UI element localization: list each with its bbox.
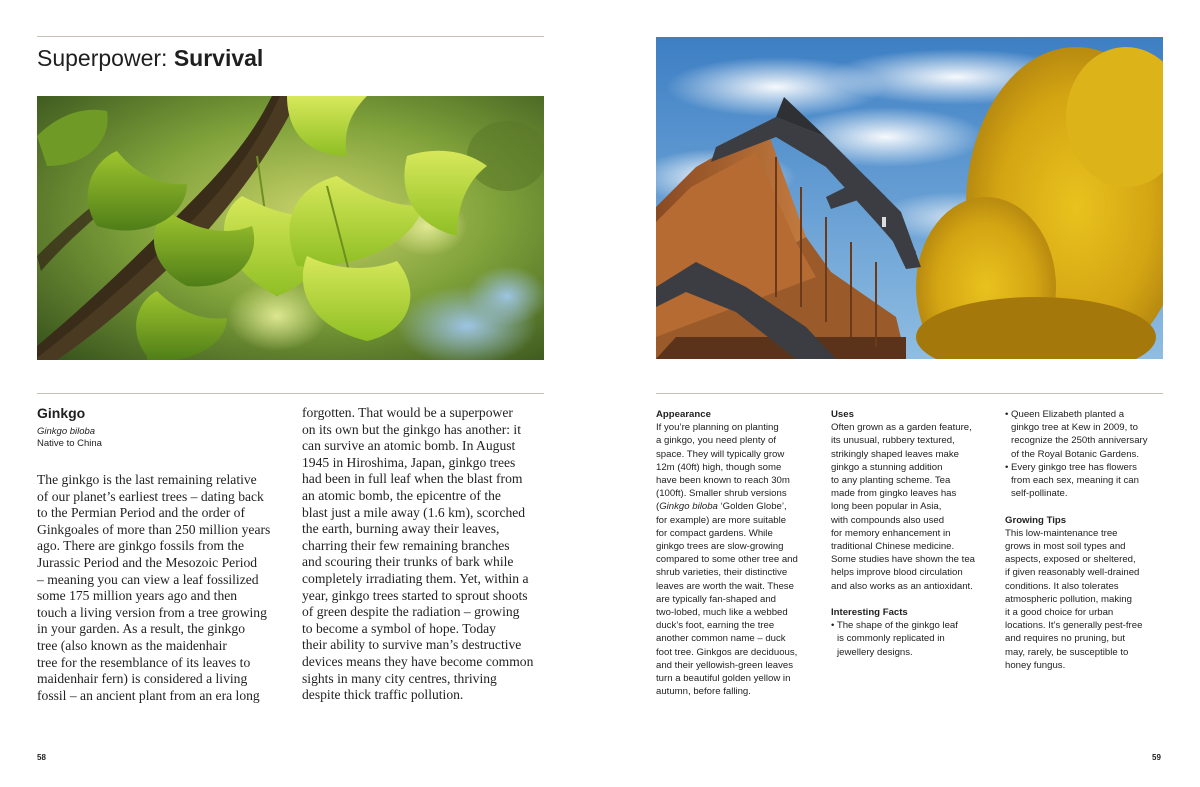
body-line: blast just a mile away (1.6 km), scorched — [302, 504, 526, 520]
text-line: and requires no pruning, but — [1005, 633, 1126, 645]
body-line: an atomic bomb, the epicentre of the — [302, 487, 501, 503]
fact-line: ginkgo tree at Kew in 2009, to — [1011, 422, 1138, 434]
text-line: may, rarely, be susceptible to — [1005, 646, 1129, 658]
fact-line: jewellery designs. — [837, 646, 913, 658]
text-line: (Ginkgo biloba ‘Golden Globe’, — [656, 501, 787, 513]
body-line: forgotten. That would be a superpower — [302, 405, 513, 420]
text-line: This low-maintenance tree — [1005, 527, 1118, 539]
fact-line: • The shape of the ginkgo leaf — [831, 620, 958, 632]
fact-line: self-pollinate. — [1011, 488, 1068, 500]
body-line: year, ginkgo trees started to sprout shoots — [302, 587, 528, 603]
appearance-heading: Appearance — [656, 409, 711, 420]
text-line: and their yellowish-green leaves — [656, 659, 794, 671]
body-line: can survive an atomic bomb. In August — [302, 438, 516, 454]
text-line: foot tree. Ginkgos are deciduous, — [656, 646, 798, 658]
body-column-1 — [37, 472, 287, 704]
body-line: sights in many city centres, thriving — [302, 670, 497, 686]
tips-heading: Growing Tips — [1005, 514, 1067, 526]
fact-line: from each sex, meaning it can — [1011, 475, 1139, 487]
text-line: aspects, exposed or sheltered, — [1005, 554, 1136, 566]
body-line: Jurassic Period and the Mesozoic Period — [37, 554, 258, 570]
text-line: If you’re planning on planting — [656, 422, 779, 434]
body-line: of green despite the radiation – growing — [302, 604, 520, 620]
text-line: for compact gardens. While — [656, 527, 773, 539]
text-line: grows in most soil types and — [1005, 541, 1126, 553]
text-line: (100ft). Smaller shrub versions — [656, 488, 787, 500]
section-title-prefix: Superpower: — [37, 45, 174, 71]
text-line: shrub varieties, their distinctive — [656, 567, 788, 579]
page-number-left: 58 — [37, 753, 46, 762]
body-line: their ability to survive man’s destructive — [302, 637, 522, 653]
text-line: compared to some other tree and — [656, 554, 798, 566]
section-rule-right — [656, 393, 1163, 394]
body-line: tree for the resemblance of its leaves to — [37, 654, 251, 670]
text-line: two-lobed, much like a webbed — [656, 607, 788, 619]
body-line: ago. There are ginkgo fossils from the — [37, 538, 244, 554]
section-title — [37, 44, 263, 72]
fact-line: • Every ginkgo tree has flowers — [1005, 461, 1137, 473]
text-line: to any planting scheme. Tea — [831, 475, 951, 487]
temple-ginkgo-photo — [656, 37, 1163, 359]
text-line: a ginkgo, you need plenty of — [656, 435, 777, 447]
spacer — [1005, 500, 1185, 513]
plant-name: Ginkgo — [37, 405, 86, 421]
fact-line: of the Royal Botanic Gardens. — [1011, 448, 1139, 460]
body-line: in your garden. As a result, the ginkgo — [37, 621, 246, 637]
page-number-right: 59 — [1152, 753, 1161, 762]
fact-line: • Queen Elizabeth planted a — [1005, 409, 1125, 420]
text-line: Some studies have shown the tea — [831, 554, 975, 566]
text-line: helps improve blood circulation — [831, 567, 963, 579]
facts-heading: Interesting Facts — [831, 607, 908, 619]
section-rule-left — [37, 393, 544, 394]
text-line: autumn, before falling. — [656, 686, 751, 698]
body-line: maidenhair fern) is considered a living — [37, 671, 248, 687]
body-line: and scouring their trunks of bark while — [302, 554, 514, 570]
top-rule — [37, 36, 544, 37]
text-line: if given reasonably well-drained — [1005, 567, 1140, 579]
body-line: 1945 in Hiroshima, Japan, ginkgo trees — [302, 454, 516, 470]
text-line: conditions. It also tolerates — [1005, 580, 1119, 592]
body-line: to become a symbol of hope. Today — [302, 620, 496, 636]
section-title-emphasis: Survival — [173, 45, 264, 71]
body-line: devices means they have become common — [302, 653, 534, 669]
text-line: Often grown as a garden feature, — [831, 422, 972, 434]
text-line: and also works as an antioxidant. — [831, 580, 973, 592]
appearance-column — [656, 408, 821, 698]
plant-latin-name: Ginkgo biloba — [37, 426, 96, 437]
body-line: despite thick traffic pollution. — [302, 687, 464, 703]
text-line: honey fungus. — [1005, 659, 1066, 671]
text-line: locations. It’s generally pest-free — [1005, 620, 1143, 632]
body-line: fossil – an ancient plant from an era long — [37, 687, 260, 703]
text-line: are typically fan-shaped and — [656, 593, 776, 605]
text-line: long been popular in Asia, — [831, 501, 942, 513]
text-line: traditional Chinese medicine. — [831, 541, 955, 553]
cultivar-text: ‘Golden Globe’, — [717, 501, 787, 513]
text-line: space. They will typically grow — [656, 448, 785, 460]
right-page — [600, 0, 1200, 787]
text-line: leaves are worth the wait. These — [656, 580, 794, 592]
body-line: charring their few remaining branches — [302, 537, 510, 553]
fact-line: recognize the 250th anniversary — [1011, 435, 1148, 447]
text-line: have been known to reach 30m — [656, 475, 790, 487]
text-line: another common name – duck — [656, 633, 786, 645]
body-line: – meaning you can view a leaf fossilized — [37, 571, 259, 587]
uses-heading: Uses — [831, 409, 854, 420]
text-line: made from gingko leaves has — [831, 488, 957, 500]
ginkgo-leaves-photo — [37, 96, 544, 360]
body-line: completely irradiating them. Yet, within a — [302, 570, 529, 586]
body-line: of our planet’s earliest trees – dating back — [37, 488, 264, 504]
body-line: had been in full leaf when the blast from — [302, 471, 523, 487]
text-line: turn a beautiful golden yellow in — [656, 673, 791, 685]
fact-line: is commonly replicated in — [837, 633, 945, 645]
text-line: it a good choice for urban — [1005, 607, 1114, 619]
text-line: ginkgo a stunning addition — [831, 461, 943, 473]
tips-column — [1005, 408, 1185, 672]
body-column-2 — [302, 405, 564, 704]
text-line: ginkgo trees are slow-growing — [656, 541, 784, 553]
text-line: its unusual, rubbery textured, — [831, 435, 955, 447]
spacer — [831, 593, 999, 606]
text-line: atmospheric pollution, making — [1005, 593, 1132, 605]
body-line: The ginkgo is the last remaining relative — [37, 472, 257, 487]
text-line: strikingly shaped leaves make — [831, 448, 959, 460]
plant-origin: Native to China — [37, 438, 102, 449]
body-line: Ginkgoales of more than 250 million years — [37, 521, 271, 537]
latin-name-inline: Ginkgo biloba — [659, 501, 718, 513]
text-line: for example) are more suitable — [656, 514, 787, 526]
body-line: the earth, burning away their leaves, — [302, 521, 500, 537]
uses-column — [831, 408, 999, 659]
body-line: some 175 million years ago and then — [37, 588, 238, 604]
body-line: tree (also known as the maidenhair — [37, 637, 227, 653]
body-line: touch a living version from a tree growing — [37, 604, 267, 620]
text-line: duck’s foot, earning the tree — [656, 620, 775, 632]
body-line: on its own but the ginkgo has another: it — [302, 421, 521, 437]
body-line: to the Permian Period and the order of — [37, 505, 246, 521]
text-line: for memory enhancement in — [831, 527, 951, 539]
text-line: 12m (40ft) high, though some — [656, 461, 782, 473]
text-line: with compounds also used — [831, 514, 945, 526]
